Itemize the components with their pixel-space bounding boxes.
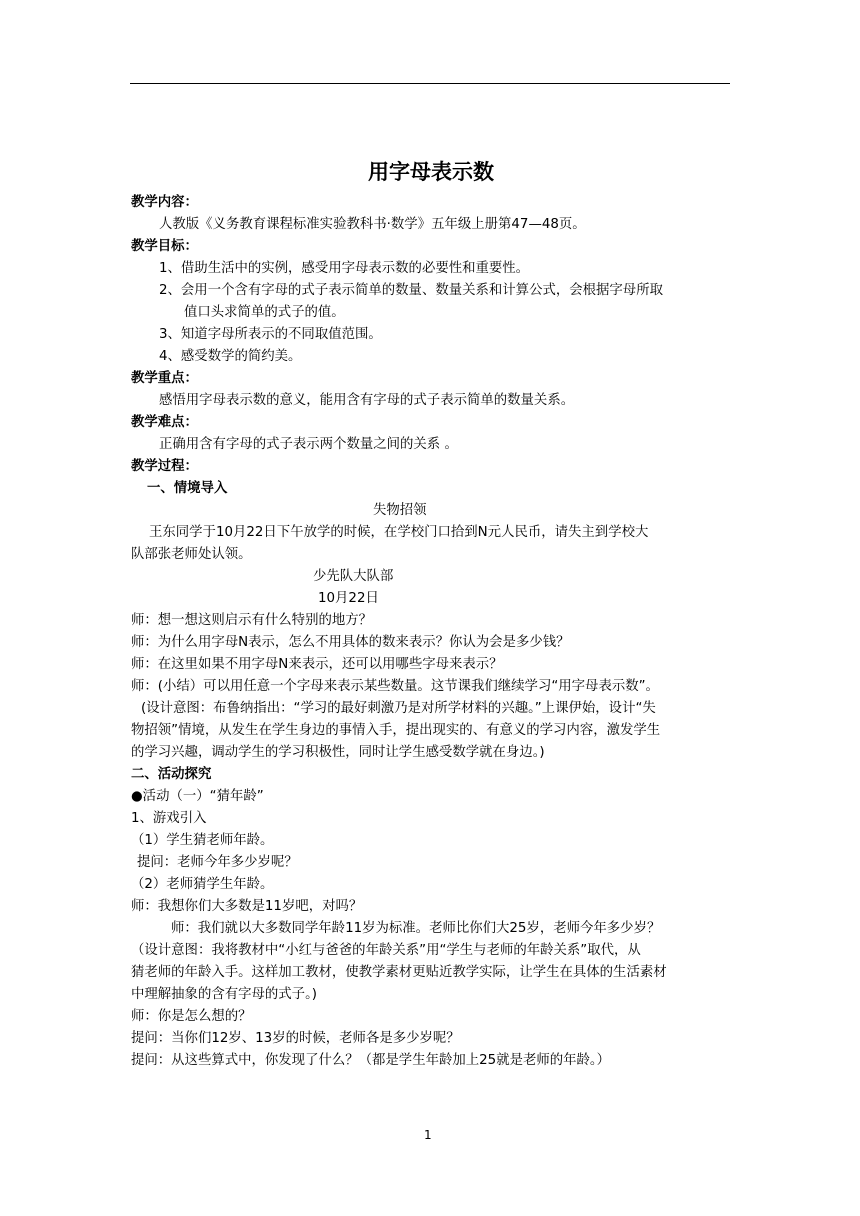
design-note: 中理解抽象的含有字母的式子。) bbox=[131, 987, 317, 1002]
process-heading: 教学过程： bbox=[131, 459, 198, 474]
notice-text: 队部张老师处认领。 bbox=[131, 547, 252, 562]
dialog-line: 师：为什么用字母N表示，怎么不用具体的数来表示？你认为会是多少钱？ bbox=[131, 635, 570, 650]
goal-item: 4、感受数学的简约美。 bbox=[159, 349, 302, 364]
notice-text: 王东同学于10月22日下午放学的时候，在学校门口拾到N元人民币，请失主到学校大 bbox=[149, 525, 649, 540]
step-heading: 1、游戏引入 bbox=[131, 811, 207, 826]
question-line: 提问：老师今年多少岁呢？ bbox=[137, 855, 298, 870]
dialog-line: 师：(小结）可以用任意一个字母来表示某些数量。这节课我们继续学习“用字母表示数”。 bbox=[131, 679, 659, 694]
design-note: （设计意图：我将教材中“小红与爸爸的年龄关系”用“学生与老师的年龄关系”取代，从 bbox=[131, 943, 641, 958]
key-text: 感悟用字母表示数的意义，能用含有字母的式子表示简单的数量关系。 bbox=[159, 393, 575, 408]
notice-date: 10月22日 bbox=[318, 591, 379, 606]
goal-item: 1、借助生活中的实例，感受用字母表示数的必要性和重要性。 bbox=[159, 261, 530, 276]
section-heading: 二、活动探究 bbox=[131, 767, 212, 782]
content-text: 人教版《义务教育课程标准实验教科书·数学》五年级上册第47—48页。 bbox=[159, 217, 586, 232]
dialog-line: 师：想一想这则启示有什么特别的地方？ bbox=[131, 613, 373, 628]
design-note: 的学习兴趣，调动学生的学习积极性，同时让学生感受数学就在身边。) bbox=[131, 745, 545, 760]
difficulty-heading: 教学难点： bbox=[131, 415, 198, 430]
header-rule bbox=[130, 83, 730, 84]
page-title: 用字母表示数 bbox=[368, 160, 494, 184]
goal-item: 3、知道字母所表示的不同取值范围。 bbox=[159, 327, 382, 342]
question-line: 提问：从这些算式中，你发现了什么？（都是学生年龄加上25就是老师的年龄。） bbox=[131, 1053, 611, 1068]
page-number: 1 bbox=[424, 1128, 432, 1142]
activity-heading: ●活动（一）“猜年龄” bbox=[131, 789, 264, 804]
notice-signature: 少先队大队部 bbox=[313, 569, 394, 584]
section-heading: 一、情境导入 bbox=[147, 481, 228, 496]
question-line: 提问：当你们12岁、13岁的时候，老师各是多少岁呢？ bbox=[131, 1031, 460, 1046]
design-note: (设计意图：布鲁纳指出：“学习的最好刺激乃是对所学材料的兴趣。”上课伊始，设计“失 bbox=[141, 701, 656, 716]
goals-heading: 教学目标： bbox=[131, 239, 198, 254]
document-body bbox=[131, 155, 731, 1072]
notice-title: 失物招领 bbox=[373, 503, 427, 518]
content-heading: 教学内容： bbox=[131, 195, 198, 210]
goal-item: 2、会用一个含有字母的式子表示简单的数量、数量关系和计算公式，会根据字母所取 bbox=[159, 283, 663, 298]
step-line: （1）学生猜老师年龄。 bbox=[131, 833, 274, 848]
dialog-line: 师：你是怎么想的？ bbox=[131, 1009, 252, 1024]
design-note: 物招领”情境，从发生在学生身边的事情入手，提出现实的、有意义的学习内容，激发学生 bbox=[131, 723, 661, 738]
design-note: 猜老师的年龄入手。这样加工教材，使教学素材更贴近教学实际，让学生在具体的生活素材 bbox=[131, 965, 667, 980]
goal-item-continued: 值口头求简单的式子的值。 bbox=[184, 305, 345, 320]
key-heading: 教学重点： bbox=[131, 371, 198, 386]
dialog-line: 师：在这里如果不用字母N来表示，还可以用哪些字母来表示？ bbox=[131, 657, 503, 672]
dialog-line: 师：我想你们大多数是11岁吧，对吗？ bbox=[131, 899, 363, 914]
difficulty-text: 正确用含有字母的式子表示两个数量之间的关系 。 bbox=[159, 437, 458, 452]
step-line: （2）老师猜学生年龄。 bbox=[131, 877, 274, 892]
dialog-line: 师：我们就以大多数同学年龄11岁为标准。老师比你们大25岁，老师今年多少岁？ bbox=[171, 921, 661, 936]
